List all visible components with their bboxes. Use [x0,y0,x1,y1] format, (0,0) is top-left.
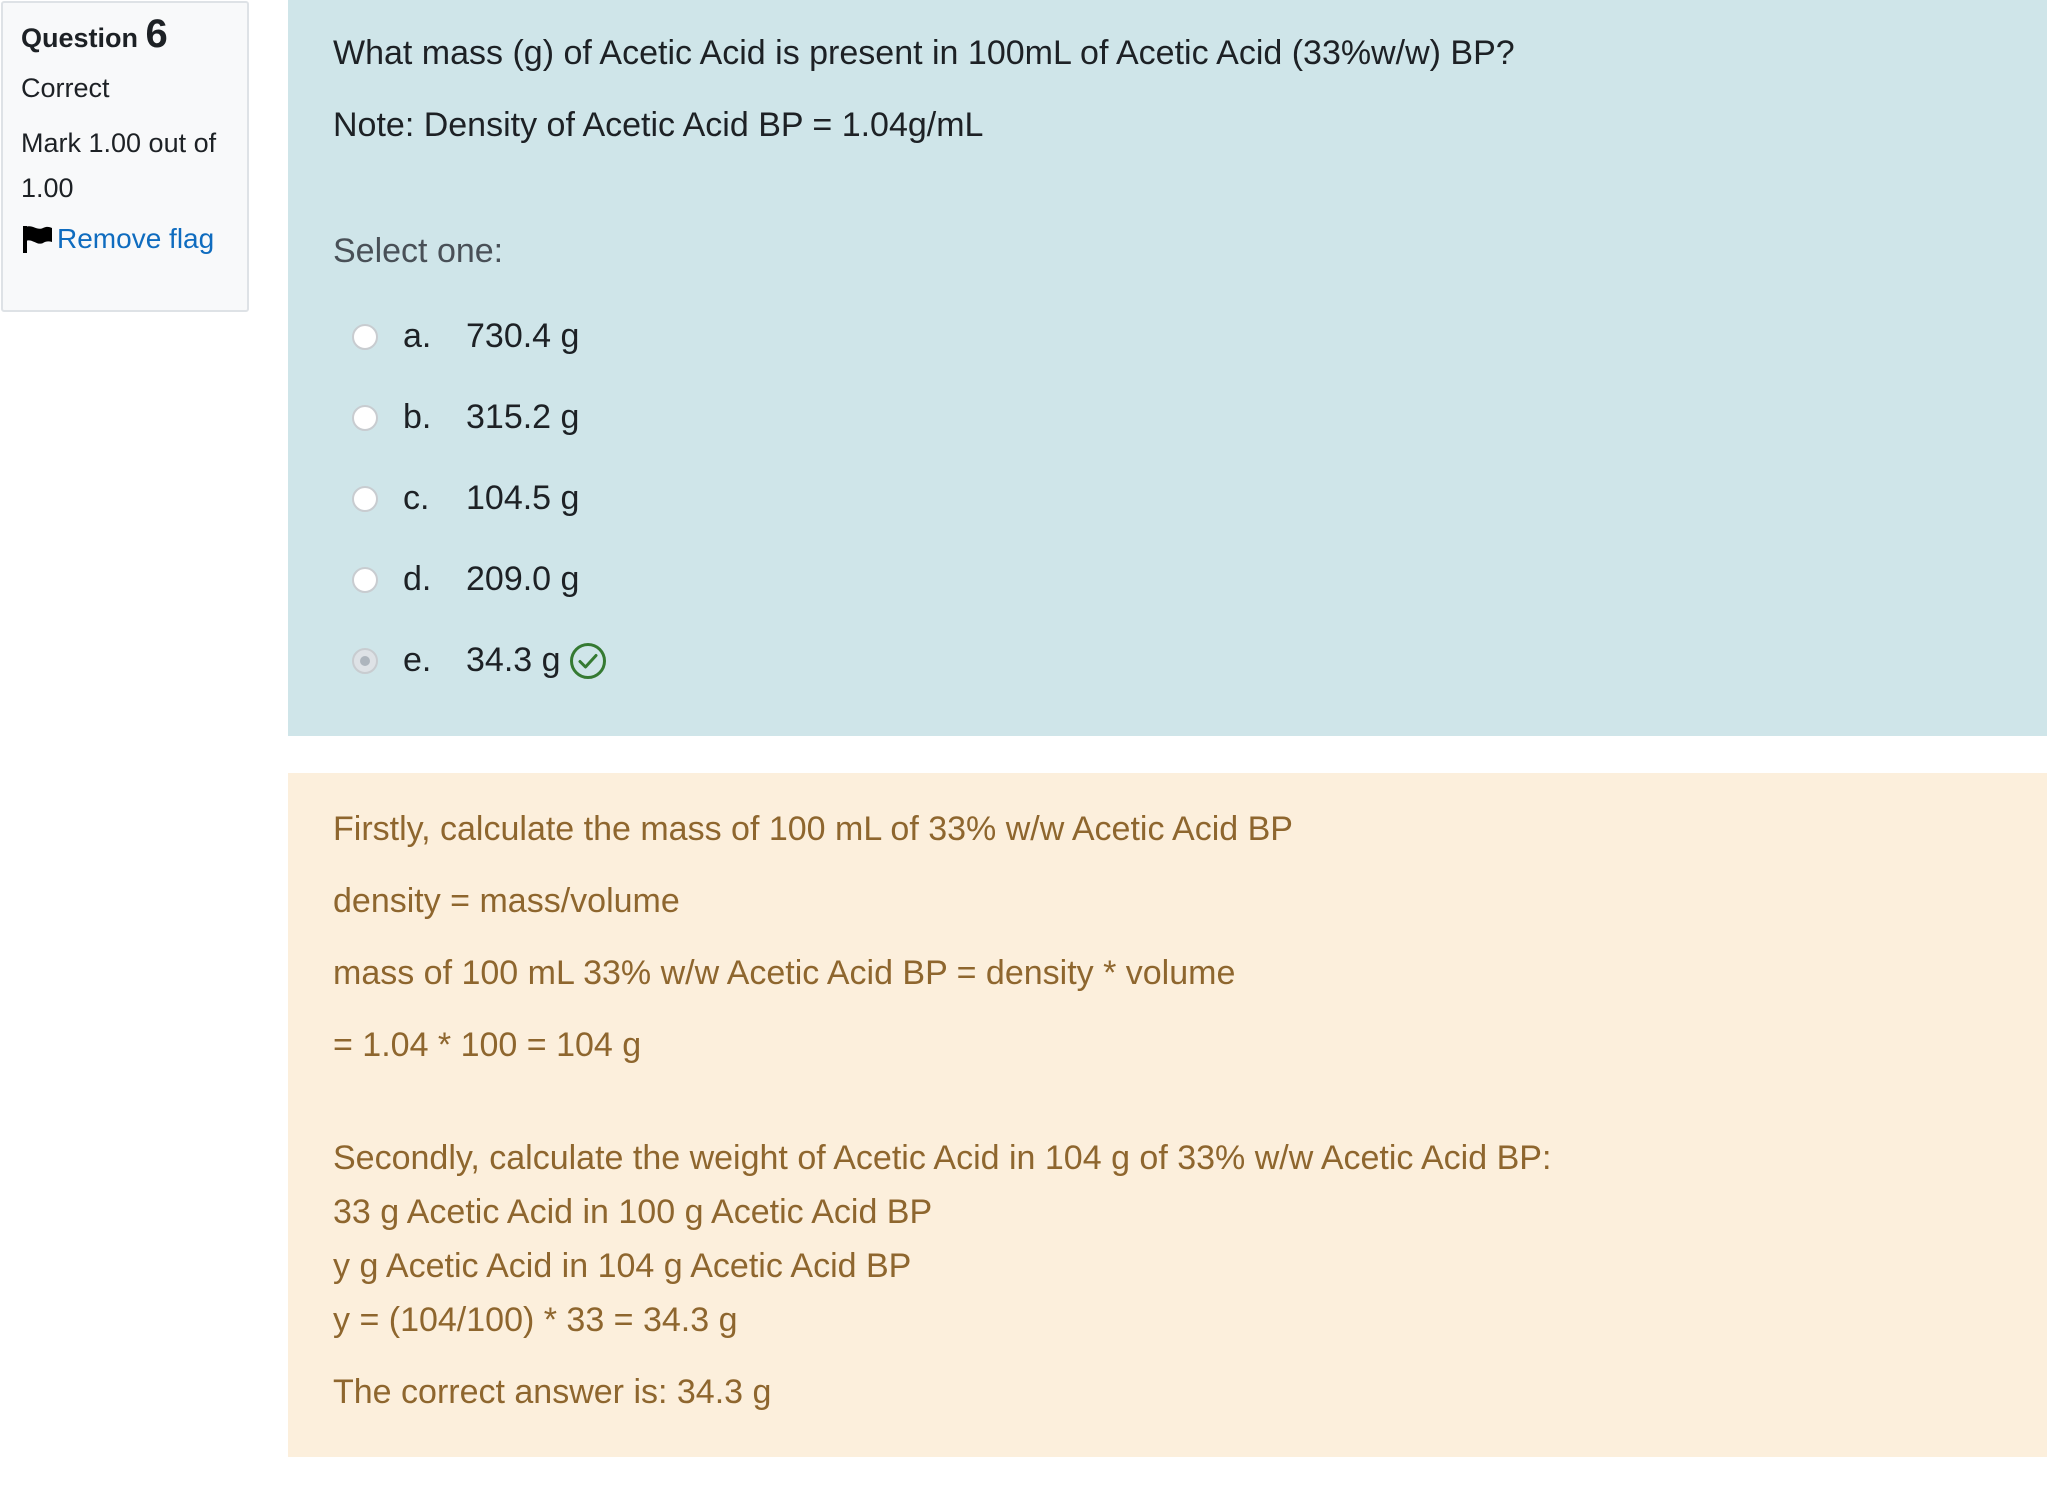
answer-text: 730.4 g [466,317,580,355]
question-number [21,7,229,65]
correct-check-icon [569,642,607,680]
answer-option-a[interactable] [333,296,2047,377]
feedback-line: y = (104/100) * 33 = 34.3 g [333,1301,738,1339]
question-label: Question [21,23,139,53]
answer-letter: b. [403,398,432,436]
answer-option-d[interactable] [333,539,2047,620]
answer-option-e[interactable] [333,620,2047,701]
answer-text: 34.3 g [466,641,561,679]
question-text-line: What mass (g) of Acetic Acid is present in 100mL of Acetic Acid (33%w/w) BP? [333,34,1515,72]
remove-flag-label: Remove flag [57,223,215,254]
feedback-line: Secondly, calculate the weight of Acetic Acid in 104 g of 33% w/w Acetic Acid BP: [333,1139,1552,1177]
answer-option-c[interactable] [333,458,2047,539]
flag-icon [21,224,53,254]
radio-button-e[interactable] [352,648,378,674]
answer-letter: c. [403,479,430,517]
feedback-panel [288,773,2047,1457]
radio-button-c[interactable] [352,486,378,512]
feedback-line: y g Acetic Acid in 104 g Acetic Acid BP [333,1247,912,1285]
feedback-line: mass of 100 mL 33% w/w Acetic Acid BP = density * volume [333,954,1236,992]
answer-letter: a. [403,317,432,355]
radio-button-a[interactable] [352,324,378,350]
question-formulation [288,0,2047,736]
feedback-line: Firstly, calculate the mass of 100 mL of 33% w/w Acetic Acid BP [333,810,1293,848]
answer-option-b[interactable] [333,377,2047,458]
question-note-line: Note: Density of Acetic Acid BP = 1.04g/mL [333,106,984,144]
answer-text: 315.2 g [466,398,580,436]
answer-text: 209.0 g [466,560,580,598]
radio-button-b[interactable] [352,405,378,431]
question-number-value: 6 [145,12,168,56]
question-info-panel [1,1,249,312]
answer-text: 104.5 g [466,479,580,517]
question-grade: Mark 1.00 out of 1.00 [21,128,217,203]
question-text [333,0,2047,149]
right-answer: The correct answer is: 34.3 g [333,1373,772,1411]
radio-button-d[interactable] [352,567,378,593]
answer-letter: d. [403,560,432,598]
feedback-line: 33 g Acetic Acid in 100 g Acetic Acid BP [333,1193,933,1231]
feedback-line: = 1.04 * 100 = 104 g [333,1026,642,1064]
answer-options [333,296,2047,701]
feedback-line: density = mass/volume [333,882,680,920]
question-state: Correct [21,73,110,103]
answer-letter: e. [403,641,432,679]
remove-flag-button[interactable] [21,223,229,255]
select-one-prompt: Select one: [333,232,504,270]
